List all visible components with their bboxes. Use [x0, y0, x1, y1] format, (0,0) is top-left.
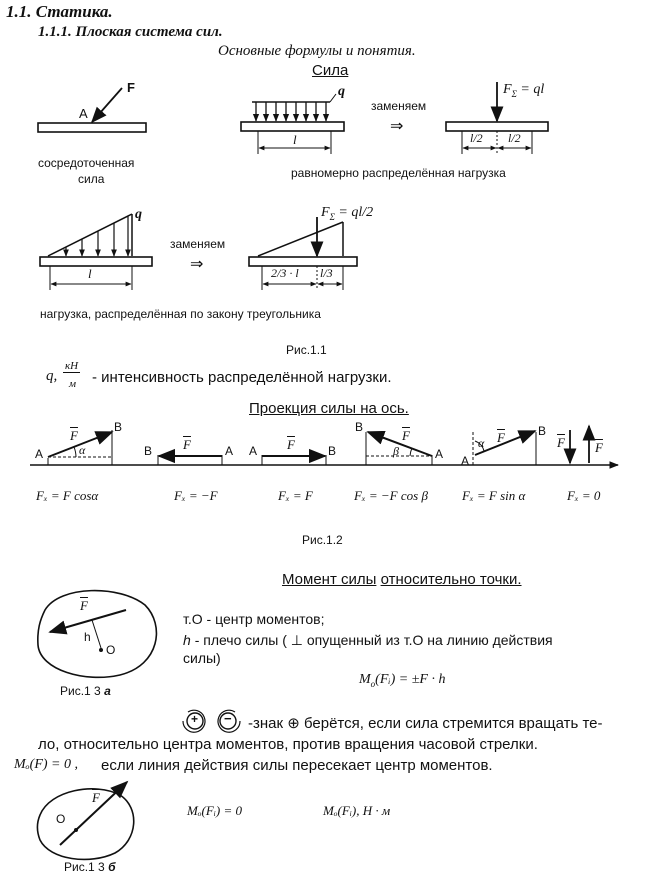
moment-heading: Момент силы относительно точки. — [282, 571, 522, 588]
case3-a: A — [249, 444, 258, 458]
intensity-q: q, — [46, 368, 58, 384]
eq3: Fₓ = F — [278, 488, 313, 503]
case3-f: $\overline{F}$ — [287, 437, 295, 452]
case6-f-down: $\overline{F}$ — [557, 435, 565, 450]
intensity-unit-num: кН — [65, 360, 79, 372]
fig2-label: Рис.1.2 — [302, 533, 343, 547]
sign-text-line1: -знак ⊕ берётся, если сила стремится вращать те- — [248, 715, 603, 732]
case2-f: $\overline{F}$ — [183, 437, 191, 452]
uniform-caption: равномерно распределённая нагрузка — [291, 166, 506, 180]
zero-text: если линия действия силы пересекает центр моментов. — [101, 757, 493, 774]
moment-line2: h - плечо силы ( ⊥ опущенный из т.О на линию действия — [183, 632, 553, 648]
eq4: Fₓ = −F cos β — [354, 488, 428, 503]
case5-alpha: α — [478, 436, 485, 450]
replace-word-2: заменяем — [170, 237, 226, 251]
triangular-load-diagram — [40, 214, 152, 290]
case4-beta: β — [393, 444, 399, 458]
case5-a: A — [461, 454, 470, 468]
tri-one-third-label: l/3 — [320, 266, 333, 280]
concentrated-label-line2: сила — [78, 172, 105, 186]
moment-line3: силы) — [183, 650, 221, 666]
fig3a-label: Рис.1 3 а — [60, 684, 111, 698]
uniform-resultant-label: $F_\Sigma$ = ql — [503, 82, 545, 99]
subsection-title: 1.1.1. Плоская система сил. — [38, 24, 223, 40]
case5-b: B — [538, 424, 547, 438]
projection-heading: Проекция силы на ось. — [249, 400, 409, 417]
mo-zero: Mₒ(Fᵢ) = 0 — [187, 803, 242, 818]
moment-diagram-b — [37, 782, 133, 859]
tri-caption: нагрузка, распределённая по закону треугольника — [40, 307, 321, 321]
case4-b: B — [355, 420, 364, 434]
fig3a-o: O — [106, 643, 116, 657]
replace-arrow-1: ⇒ — [390, 118, 404, 135]
uniform-q-label: q — [338, 84, 345, 99]
section-title: 1.1. Статика. — [6, 2, 113, 21]
case1-f: $\overline{F}$ — [70, 428, 78, 443]
force-f-label: F — [127, 80, 135, 95]
case6-f-up: $\overline{F}$ — [595, 440, 603, 455]
fig1-label: Рис.1.1 — [286, 343, 327, 357]
case1-a: A — [35, 447, 44, 461]
case2-b: B — [144, 444, 153, 458]
intensity-text: - интенсивность распределённой нагрузки. — [92, 369, 392, 386]
sign-plus-icon: + — [191, 712, 199, 726]
fig3b-f: $\overline{F}$ — [92, 790, 100, 805]
triangular-resultant-diagram — [249, 217, 357, 290]
case1-alpha: α — [79, 443, 86, 457]
eq6: Fₓ = 0 — [567, 488, 601, 503]
half-l-right-label: l/2 — [508, 131, 521, 145]
force-heading: Сила — [312, 62, 349, 79]
formulas-heading: Основные формулы и понятия. — [218, 43, 416, 59]
point-a-label: A — [79, 106, 88, 121]
zero-formula: Mₒ(F) = 0 , — [14, 757, 78, 772]
uniform-l-label: l — [293, 132, 297, 147]
fig3a-h: h — [84, 630, 91, 644]
case4-f: $\overline{F}$ — [402, 428, 410, 443]
mo-unit: Mₒ(Fᵢ), Н · м — [323, 803, 391, 818]
fig3b-label: Рис.1 3 б — [64, 860, 116, 874]
sign-minus-icon: − — [224, 711, 232, 726]
half-l-left-label: l/2 — [470, 131, 483, 145]
eq1: Fₓ = F cosα — [36, 488, 99, 503]
case1-b: B — [114, 420, 123, 434]
tri-l-label: l — [88, 266, 92, 281]
tri-q-label: q — [135, 207, 142, 222]
replace-arrow-2: ⇒ — [190, 256, 204, 273]
case4-a: A — [435, 447, 444, 461]
moment-formula: $M_o(Fᵢ) = \pm F \cdot h$ — [359, 672, 446, 689]
case5-f: $\overline{F}$ — [497, 430, 505, 445]
intensity-unit-den: м — [69, 378, 77, 390]
moment-diagram-a — [38, 591, 157, 678]
tri-two-thirds-label: 2/3 · l — [271, 266, 299, 280]
tri-resultant-label: $F_\Sigma = ql/2$ — [321, 205, 374, 222]
fig3b-o: O — [56, 812, 66, 826]
case3-b: B — [328, 444, 337, 458]
concentrated-label-line1: сосредоточенная — [38, 156, 135, 170]
eq5: Fₓ = F sin α — [462, 488, 526, 503]
moment-line1: т.О - центр моментов; — [183, 611, 325, 627]
case2-a: A — [225, 444, 234, 458]
fig3a-f: $\overline{F}$ — [80, 598, 88, 613]
sign-text-line2: ло, относительно центра моментов, против вращения часовой стрелки. — [38, 736, 538, 753]
eq2: Fₓ = −F — [174, 488, 218, 503]
replace-word-1: заменяем — [371, 99, 427, 113]
